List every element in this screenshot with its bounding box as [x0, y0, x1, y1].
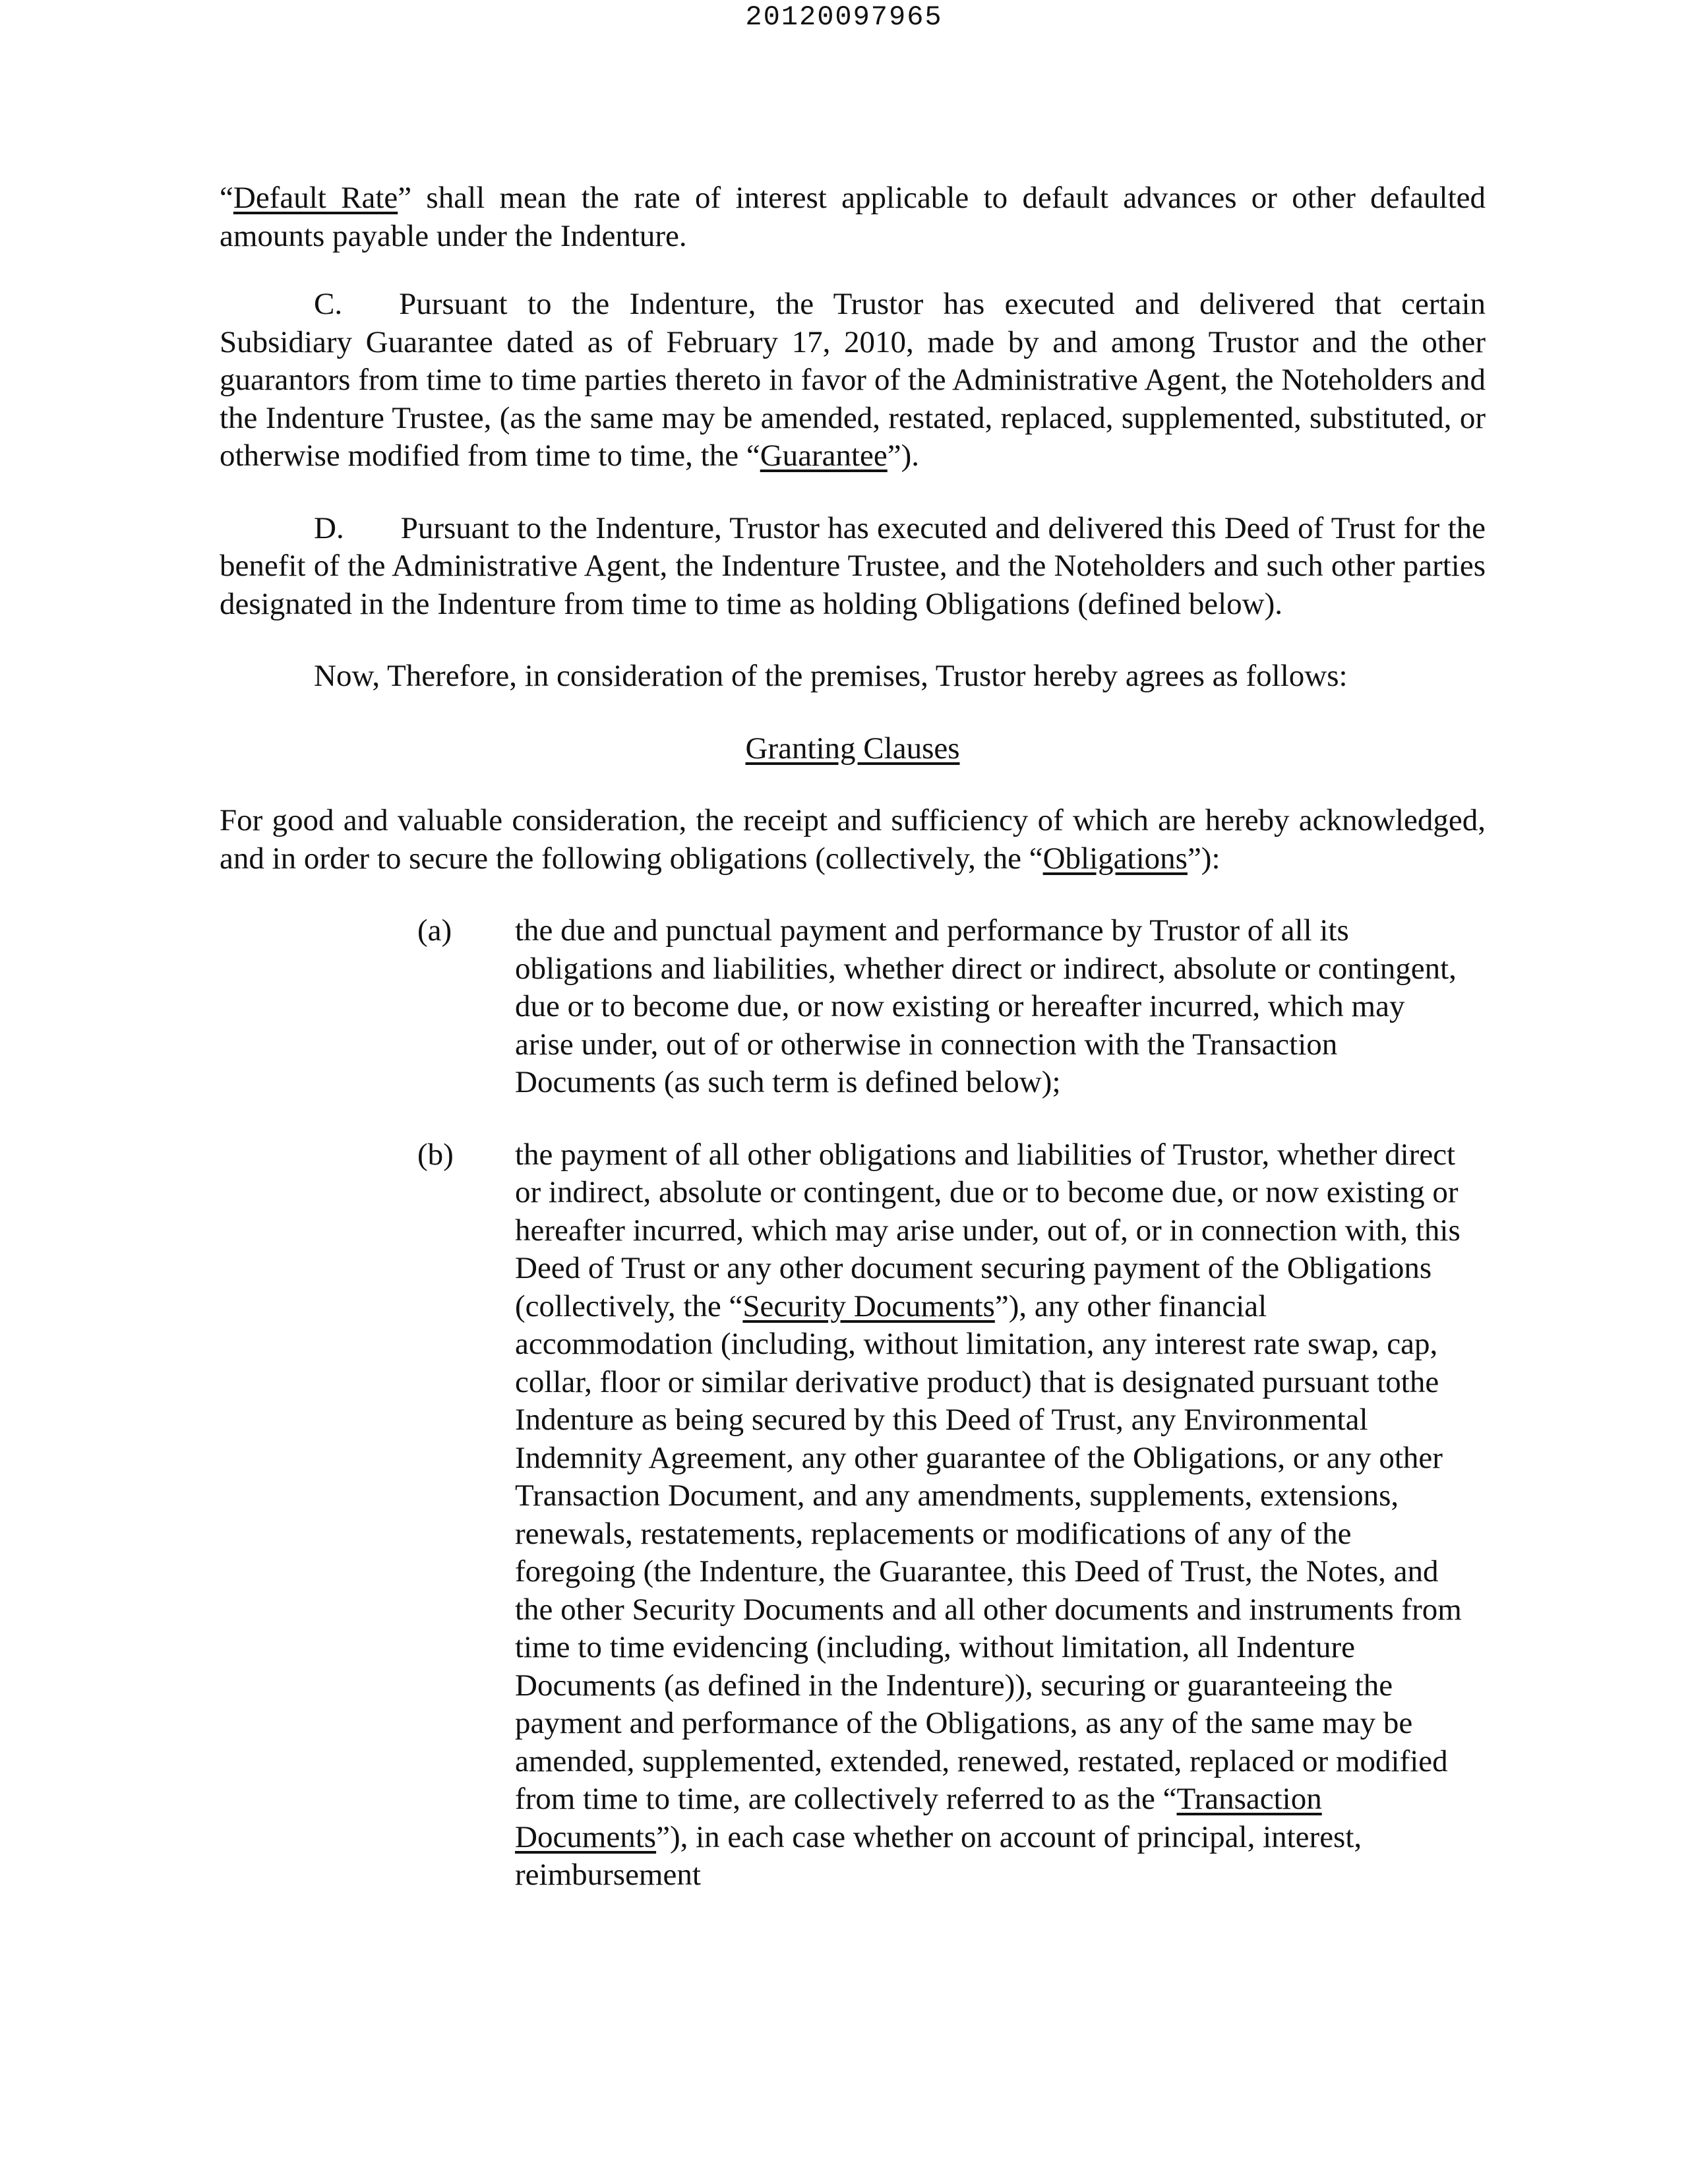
defined-term-transaction-documents: Transaction Documents — [515, 1782, 1322, 1854]
recital-d — [220, 510, 1486, 624]
list-item-text — [515, 1136, 1468, 1895]
definition-text: ” shall mean the rate of interest applicable to default advances or other defaulted amounts payable under the Indenture. — [220, 181, 1486, 253]
now-therefore-clause: Now, Therefore, in consideration of the premises, Trustor hereby agrees as follows: — [314, 659, 1348, 693]
defined-term-guarantee: Guarantee — [760, 439, 888, 473]
recital-c-letter: C. — [314, 287, 343, 321]
recital-d-text: Pursuant to the Indenture, Trustor has executed and delivered this Deed of Trust for the benefit of the Administrative Agent, the Indenture Trustee, and the Noteholders and such other parties designated in the Indenture from time to time as holding Obligations (defined below). — [220, 510, 1486, 621]
list-item-text: the due and punctual payment and performance by Trustor of all its obligations and liabilities, whether direct or indirect, absolute or contingent, due or to become due, or now existing or hereafter incurred, which may arise under, out of or otherwise in connection with the Transaction Documents (as such term is defined below); — [515, 913, 1457, 1099]
recital-c-text: Pursuant to the Indenture, the Trustor has executed and delivered that certain Subsidiary Guarantee dated as of February 17, 2010, made by and among Trustor and the other guarantors from time to time parties thereto in favor of the Administrative Agent, the Noteholders and the Indenture Trustee, (as the same may be amended, restated, replaced, supplemented, substituted, or otherwise modified from time to time, the “ — [220, 287, 1486, 473]
section-heading — [220, 730, 1486, 768]
document-number: 20120097965 — [745, 1, 943, 33]
list-item — [220, 912, 1468, 1102]
granting-intro-text: For good and valuable consideration, the receipt and sufficiency of which are hereby acknowledged, and in order to secure the following obligations (collectively, the “ — [220, 803, 1486, 876]
item-b-text-part-1: the payment of all other obligations and liabilities of Trustor, whether direct or indirect, absolute or contingent, due or to become due, or now existing or hereafter incurred, which may arise under, out of, or in connection with, this Deed of Trust or any other document securing payment of the Obligations (collectively, the “ — [515, 1137, 1461, 1323]
item-b-text-part-2: ”), any other financial accommodation (including, without limitation, any interest rate swap, cap, collar, floor or similar derivative product) that is designated pursuant tothe Indenture as being secured by this Deed of Trust, any Environmental Indemnity Agreement, any other guarantee of the Obligations, or any other Transaction Document, and any amendments, supplements, extensions, renewals, restatements, replacements or modifications of any of the foregoing (the Indenture, the Guarantee, this Deed of Trust, the Notes, and the other Security Documents and all other documents and instruments from time to time evidencing (including, without limitation, all Indenture Documents (as defined in the Indenture)), securing or guaranteeing the payment and performance of the Obligations, as any of the same may be amended, supplemented, extended, renewed, restated, replaced or modified from time to time, are collectively referred to as the “ — [515, 1289, 1462, 1816]
granting-intro-closing: ”): — [1187, 841, 1221, 876]
definition-default-rate — [220, 179, 1486, 255]
defined-term-security-documents: Security Documents — [742, 1289, 995, 1323]
list-item-label: (a) — [417, 913, 452, 948]
recital-c — [220, 286, 1486, 475]
defined-term-obligations: Obligations — [1042, 841, 1188, 876]
defined-term-default-rate: Default Rate — [233, 181, 398, 215]
open-quote: “ — [220, 181, 233, 215]
recital-c-closing: ”). — [887, 439, 920, 473]
list-item — [220, 1136, 1468, 1895]
list-item-label: (b) — [417, 1137, 454, 1172]
granting-clauses-heading: Granting Clauses — [745, 731, 960, 766]
granting-intro — [220, 802, 1486, 878]
item-b-text-part-3: ”), in each case whether on account of principal, interest, reimbursement — [515, 1819, 1362, 1892]
document-body — [220, 179, 1486, 1895]
recital-d-letter: D. — [314, 510, 344, 545]
